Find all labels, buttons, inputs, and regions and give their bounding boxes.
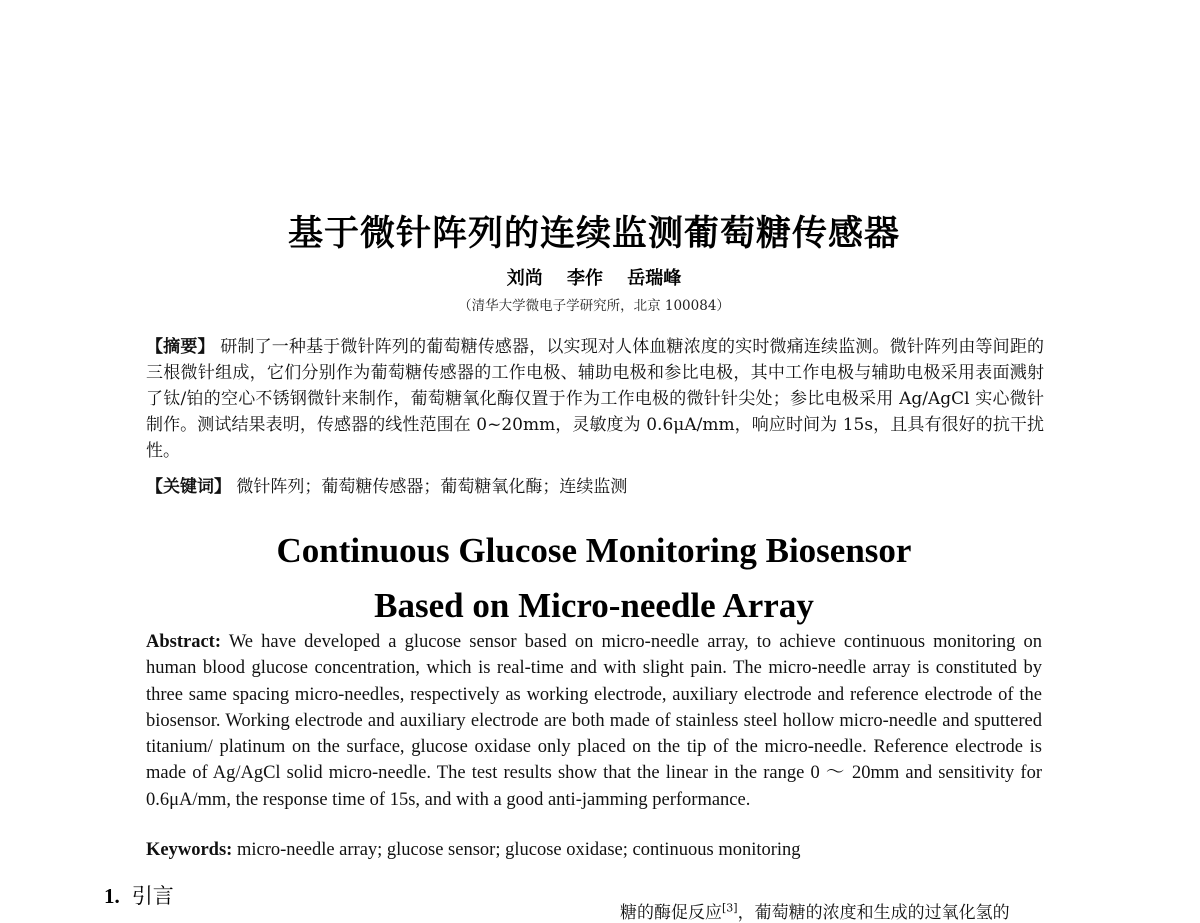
english-title-line-1: Continuous Glucose Monitoring Biosensor (276, 531, 912, 570)
chinese-title: 基于微针阵列的连续监测葡萄糖传感器 (287, 214, 900, 254)
chinese-abstract-text: 研制了一种基于微针阵列的葡萄糖传感器，以实现对人体血糖浓度的实时微痛连续监测。微针阵列由等间距的三根微针组成，它们分别作为葡萄糖传感器的工作电极、辅助电极和参比电极，其中工作电极与辅助电极采用表面溅射了钛/铂的空心不锈钢微针来制作，葡萄糖氧化酶仅置于作为工作电极的微针针尖处；参比电极采用 Ag/AgCl 实心微针制作。测试结果表明，传感器的线性范围在 0~20mm，灵敏度为 0.6μA/mm，响应时间为 15s，且具有很好的抗干扰性。 (146, 337, 1045, 461)
second-column-text-before: 糖的酶促反应 (620, 903, 722, 923)
english-abstract-text: We have developed a glucose sensor based on micro-needle array, to achieve continuous monitoring on human blood glucose concentration, which is real-time and with slight pain. The micro-needle array is constituted by three same spacing micro-needles, respectively as working electrode, auxiliary electrode and reference electrode of the biosensor. Working electrode and auxiliary electrode are both made of stainless steel hollow micro-needle and sputtered titanium/ platinum on the surface, glucose oxidase only placed on the tip of the micro-needle. Reference electrode is made of Ag/AgCl solid micro-needle. The test results show that the linear in the range 0 ～ 20mm and sensitivity for 0.6μA/mm, the response time of 15s, and with a good anti-jamming performance. (146, 632, 1043, 810)
chinese-keywords-text: 微针阵列；葡萄糖传感器；葡萄糖氧化酶；连续监测 (236, 477, 628, 497)
author-list (0, 264, 1188, 290)
english-abstract (146, 629, 1042, 813)
chinese-keywords (146, 474, 1044, 500)
english-keywords-label: Keywords: (146, 840, 233, 860)
citation-reference: [3] (722, 901, 738, 915)
section-heading-introduction (104, 880, 174, 910)
author-name: 刘尚 (506, 268, 543, 289)
chinese-abstract-label: 【摘要】 (146, 337, 215, 357)
author-name: 李作 (567, 268, 603, 289)
affiliation: （清华大学微电子学研究所，北京 100084） (458, 298, 730, 314)
english-title-line-2: Based on Micro-needle Array (374, 586, 814, 625)
section-number: 1. (104, 884, 120, 908)
english-keywords-text: micro-needle array; glucose sensor; glucose oxidase; continuous monitoring (236, 840, 801, 860)
english-abstract-label: Abstract: (146, 632, 222, 652)
author-name: 岳瑞峰 (627, 268, 682, 289)
section-title: 引言 (131, 884, 174, 908)
chinese-abstract (146, 334, 1044, 464)
second-column-text-after: ，葡萄糖的浓度和生成的过氧化氢的 (737, 903, 1010, 923)
english-keywords (146, 837, 1042, 863)
second-column-text (620, 898, 1100, 923)
chinese-keywords-label: 【关键词】 (146, 477, 231, 497)
